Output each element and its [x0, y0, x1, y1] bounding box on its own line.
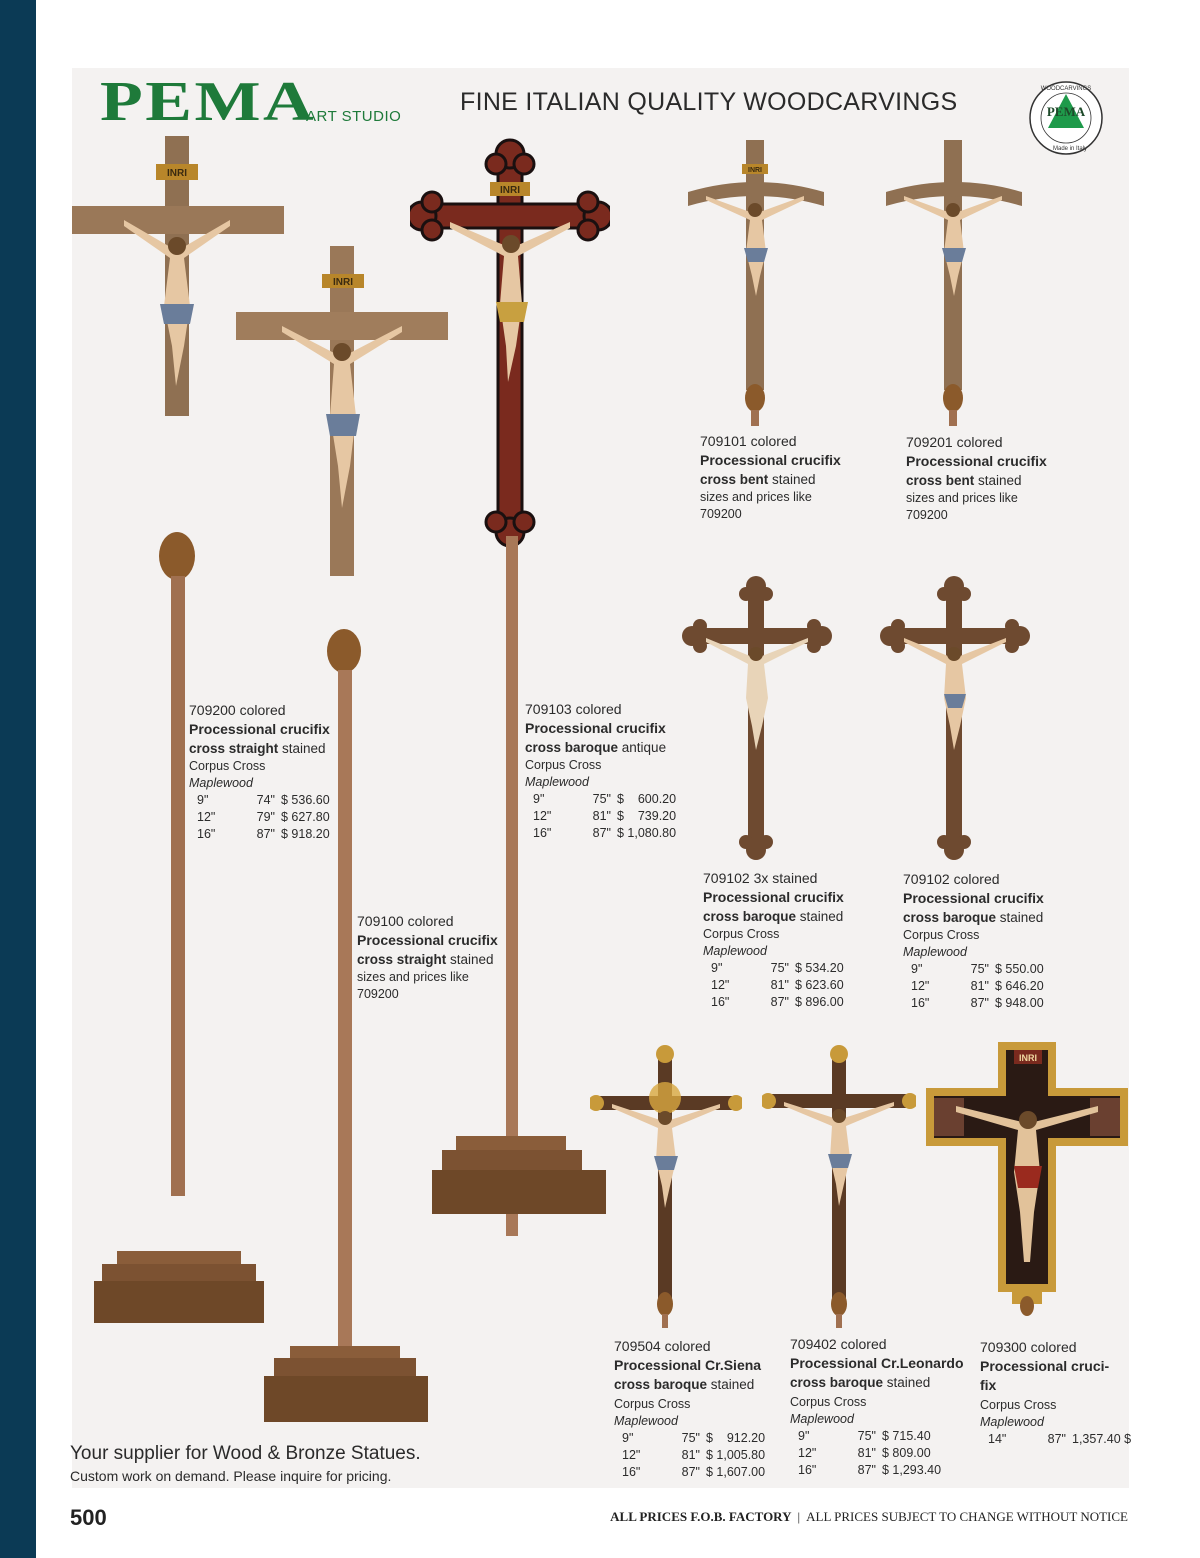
footer-price-notice: ALL PRICES SUBJECT TO CHANGE WITHOUT NOTICE: [806, 1509, 1128, 1524]
corpus-figure: [282, 326, 402, 508]
footer-fob: ALL PRICES F.O.B. FACTORY: [610, 1509, 792, 1524]
product-caption-709101: [700, 432, 841, 523]
corpus-figure: [784, 1102, 894, 1206]
crucifix-709300-image: [926, 1042, 1128, 1318]
supplier-tagline-sub: Custom work on demand. Please inquire for pricing.: [70, 1468, 392, 1484]
svg-text:INRI: INRI: [1019, 1053, 1037, 1063]
product-code: 709200 colored: [189, 702, 286, 718]
crucifix-709402-image: [762, 1040, 916, 1328]
material-label: Maplewood: [189, 776, 253, 790]
product-title-cont: fix: [980, 1377, 997, 1393]
footer-notice: [610, 1509, 1128, 1525]
brand-subtitle: ART STUDIO: [306, 108, 402, 125]
product-title: Processional Cr.Siena: [614, 1357, 762, 1373]
price-table: [980, 1431, 1131, 1448]
product-note-ref: 709200: [357, 987, 399, 1001]
column-headers: Corpus Cross: [703, 927, 780, 941]
product-note-ref: 709200: [700, 507, 742, 521]
product-variant: cross bent: [906, 473, 975, 488]
product-variant: cross bent: [700, 472, 769, 487]
product-finish: stained: [974, 473, 1022, 488]
product-finish: stained: [278, 741, 326, 756]
product-code: 709101 colored: [700, 433, 797, 449]
column-headers: Corpus Cross: [614, 1397, 691, 1411]
product-code: 709402 colored: [790, 1336, 887, 1352]
product-title: Processional crucifix: [906, 453, 1047, 469]
corpus-figure: [706, 638, 808, 750]
product-finish: stained: [883, 1375, 931, 1390]
product-finish: stained: [768, 472, 816, 487]
seal-bottom-text: Made in Italy: [1052, 146, 1088, 152]
product-code: 709300 colored: [980, 1339, 1077, 1355]
supplier-tagline: Your supplier for Wood & Bronze Statues.: [70, 1443, 421, 1464]
product-caption-709402: [790, 1335, 964, 1479]
column-headers: Corpus Cross: [189, 759, 266, 773]
product-caption-709100: [357, 912, 498, 1003]
price-table: [614, 1430, 765, 1481]
seal-top-text: WOODCARVINGS: [1040, 86, 1092, 92]
price-row: 14" 87" 1,357.40 $: [988, 1432, 1132, 1446]
corpus-figure: [124, 220, 230, 386]
product-code: 709504 colored: [614, 1338, 711, 1354]
material-label: Maplewood: [703, 944, 767, 958]
product-variant: cross straight: [189, 741, 279, 756]
footer-divider: |: [797, 1509, 801, 1524]
product-caption-709102-stained: [703, 869, 844, 1011]
price-row: 16" 87" $ 948.00: [911, 996, 1044, 1010]
product-variant: cross baroque: [703, 909, 797, 924]
product-caption-709102-colored: [903, 870, 1044, 1012]
price-row: 9" 75" $ 912.20: [622, 1431, 766, 1445]
brand-logo: PEMA: [100, 71, 317, 133]
product-title: Processional crucifix: [357, 932, 498, 948]
price-table: [189, 792, 330, 843]
column-headers: Corpus Cross: [903, 928, 980, 942]
seal-brand-text: PEMA: [1046, 104, 1086, 119]
product-code: 709100 colored: [357, 913, 454, 929]
product-variant: cross baroque: [525, 740, 619, 755]
price-row: 9" 75" $ 600.20: [533, 792, 677, 806]
side-accent-bar: [0, 0, 36, 1558]
page-headline: FINE ITALIAN QUALITY WOODCARVINGS: [460, 88, 958, 116]
crucifix-709102-colored-image: [880, 574, 1030, 860]
price-row: 16" 87" $ 1,080.80: [533, 826, 677, 840]
material-label: Maplewood: [903, 945, 967, 959]
column-headers: Corpus Cross: [525, 758, 602, 772]
corpus-figure: [904, 196, 1002, 296]
column-headers: Corpus Cross: [980, 1398, 1057, 1412]
product-variant: cross baroque: [903, 910, 997, 925]
price-row: 9" 75" $ 715.40: [798, 1429, 931, 1443]
price-row: 9" 75" $ 534.20: [711, 961, 844, 975]
price-row: 9" 75" $ 550.00: [911, 962, 1044, 976]
price-table: [790, 1428, 941, 1479]
price-row: 12" 81" $ 623.60: [711, 978, 844, 992]
price-table: [525, 791, 676, 842]
material-label: Maplewood: [614, 1414, 678, 1428]
price-row: 9" 74" $ 536.60: [197, 793, 330, 807]
column-headers: Corpus Cross: [790, 1395, 867, 1409]
product-caption-709200: [189, 701, 330, 843]
product-caption-709103: [525, 700, 676, 842]
product-variant: cross baroque: [614, 1377, 708, 1392]
product-caption-709201: [906, 433, 1047, 524]
price-row: 16" 87" $ 918.20: [197, 827, 330, 841]
product-title: Processional crucifix: [703, 889, 844, 905]
price-row: 16" 87" $ 896.00: [711, 995, 844, 1009]
product-finish: stained: [446, 952, 494, 967]
product-note: sizes and prices like: [357, 970, 469, 984]
product-finish: stained: [996, 910, 1044, 925]
product-caption-709300: [980, 1338, 1131, 1448]
price-row: 16" 87" $ 1,607.00: [622, 1465, 766, 1479]
material-label: Maplewood: [980, 1415, 1044, 1429]
page-number: 500: [70, 1505, 107, 1530]
product-finish: antique: [618, 740, 667, 755]
crucifix-709101-image: [686, 136, 826, 426]
crucifix-709102-stained-image: [682, 574, 832, 860]
svg-text:INRI: INRI: [167, 168, 187, 179]
product-title: Processional crucifix: [700, 452, 841, 468]
crucifix-709504-image: [590, 1040, 742, 1328]
price-row: 12" 79" $ 627.80: [197, 810, 330, 824]
corpus-figure: [450, 222, 570, 382]
product-variant: cross straight: [357, 952, 447, 967]
crucifix-709201-image: [884, 136, 1024, 426]
material-label: Maplewood: [525, 775, 589, 789]
price-table: [903, 961, 1044, 1012]
material-label: Maplewood: [790, 1412, 854, 1426]
product-title: Processional crucifix: [189, 721, 330, 737]
product-code: 709102 3x stained: [703, 870, 818, 886]
price-row: 12" 81" $ 739.20: [533, 809, 677, 823]
product-note: sizes and prices like: [906, 491, 1018, 505]
pema-seal-logo: [1028, 80, 1104, 156]
product-title: Processional crucifix: [525, 720, 666, 736]
svg-text:INRI: INRI: [333, 277, 353, 288]
corpus-figure: [904, 638, 1006, 750]
product-title: Processional cruci-: [980, 1358, 1110, 1374]
price-row: 12" 81" $ 1,005.80: [622, 1448, 766, 1462]
product-variant: cross baroque: [790, 1375, 884, 1390]
product-note-ref: 709200: [906, 508, 948, 522]
product-finish: stained: [707, 1377, 755, 1392]
corpus-figure: [706, 196, 804, 296]
price-row: 12" 81" $ 646.20: [911, 979, 1044, 993]
price-row: 16" 87" $ 1,293.40: [798, 1463, 942, 1477]
svg-text:INRI: INRI: [748, 167, 762, 174]
product-title: Processional crucifix: [903, 890, 1044, 906]
product-note: sizes and prices like: [700, 490, 812, 504]
product-code: 709102 colored: [903, 871, 1000, 887]
corpus-figure: [612, 1104, 720, 1208]
product-finish: stained: [796, 909, 844, 924]
product-caption-709504: [614, 1337, 765, 1481]
svg-text:INRI: INRI: [500, 185, 520, 196]
price-row: 12" 81" $ 809.00: [798, 1446, 931, 1460]
price-table: [703, 960, 844, 1011]
product-title: Processional Cr.Leonardo: [790, 1355, 964, 1371]
product-code: 709201 colored: [906, 434, 1003, 450]
product-code: 709103 colored: [525, 701, 622, 717]
